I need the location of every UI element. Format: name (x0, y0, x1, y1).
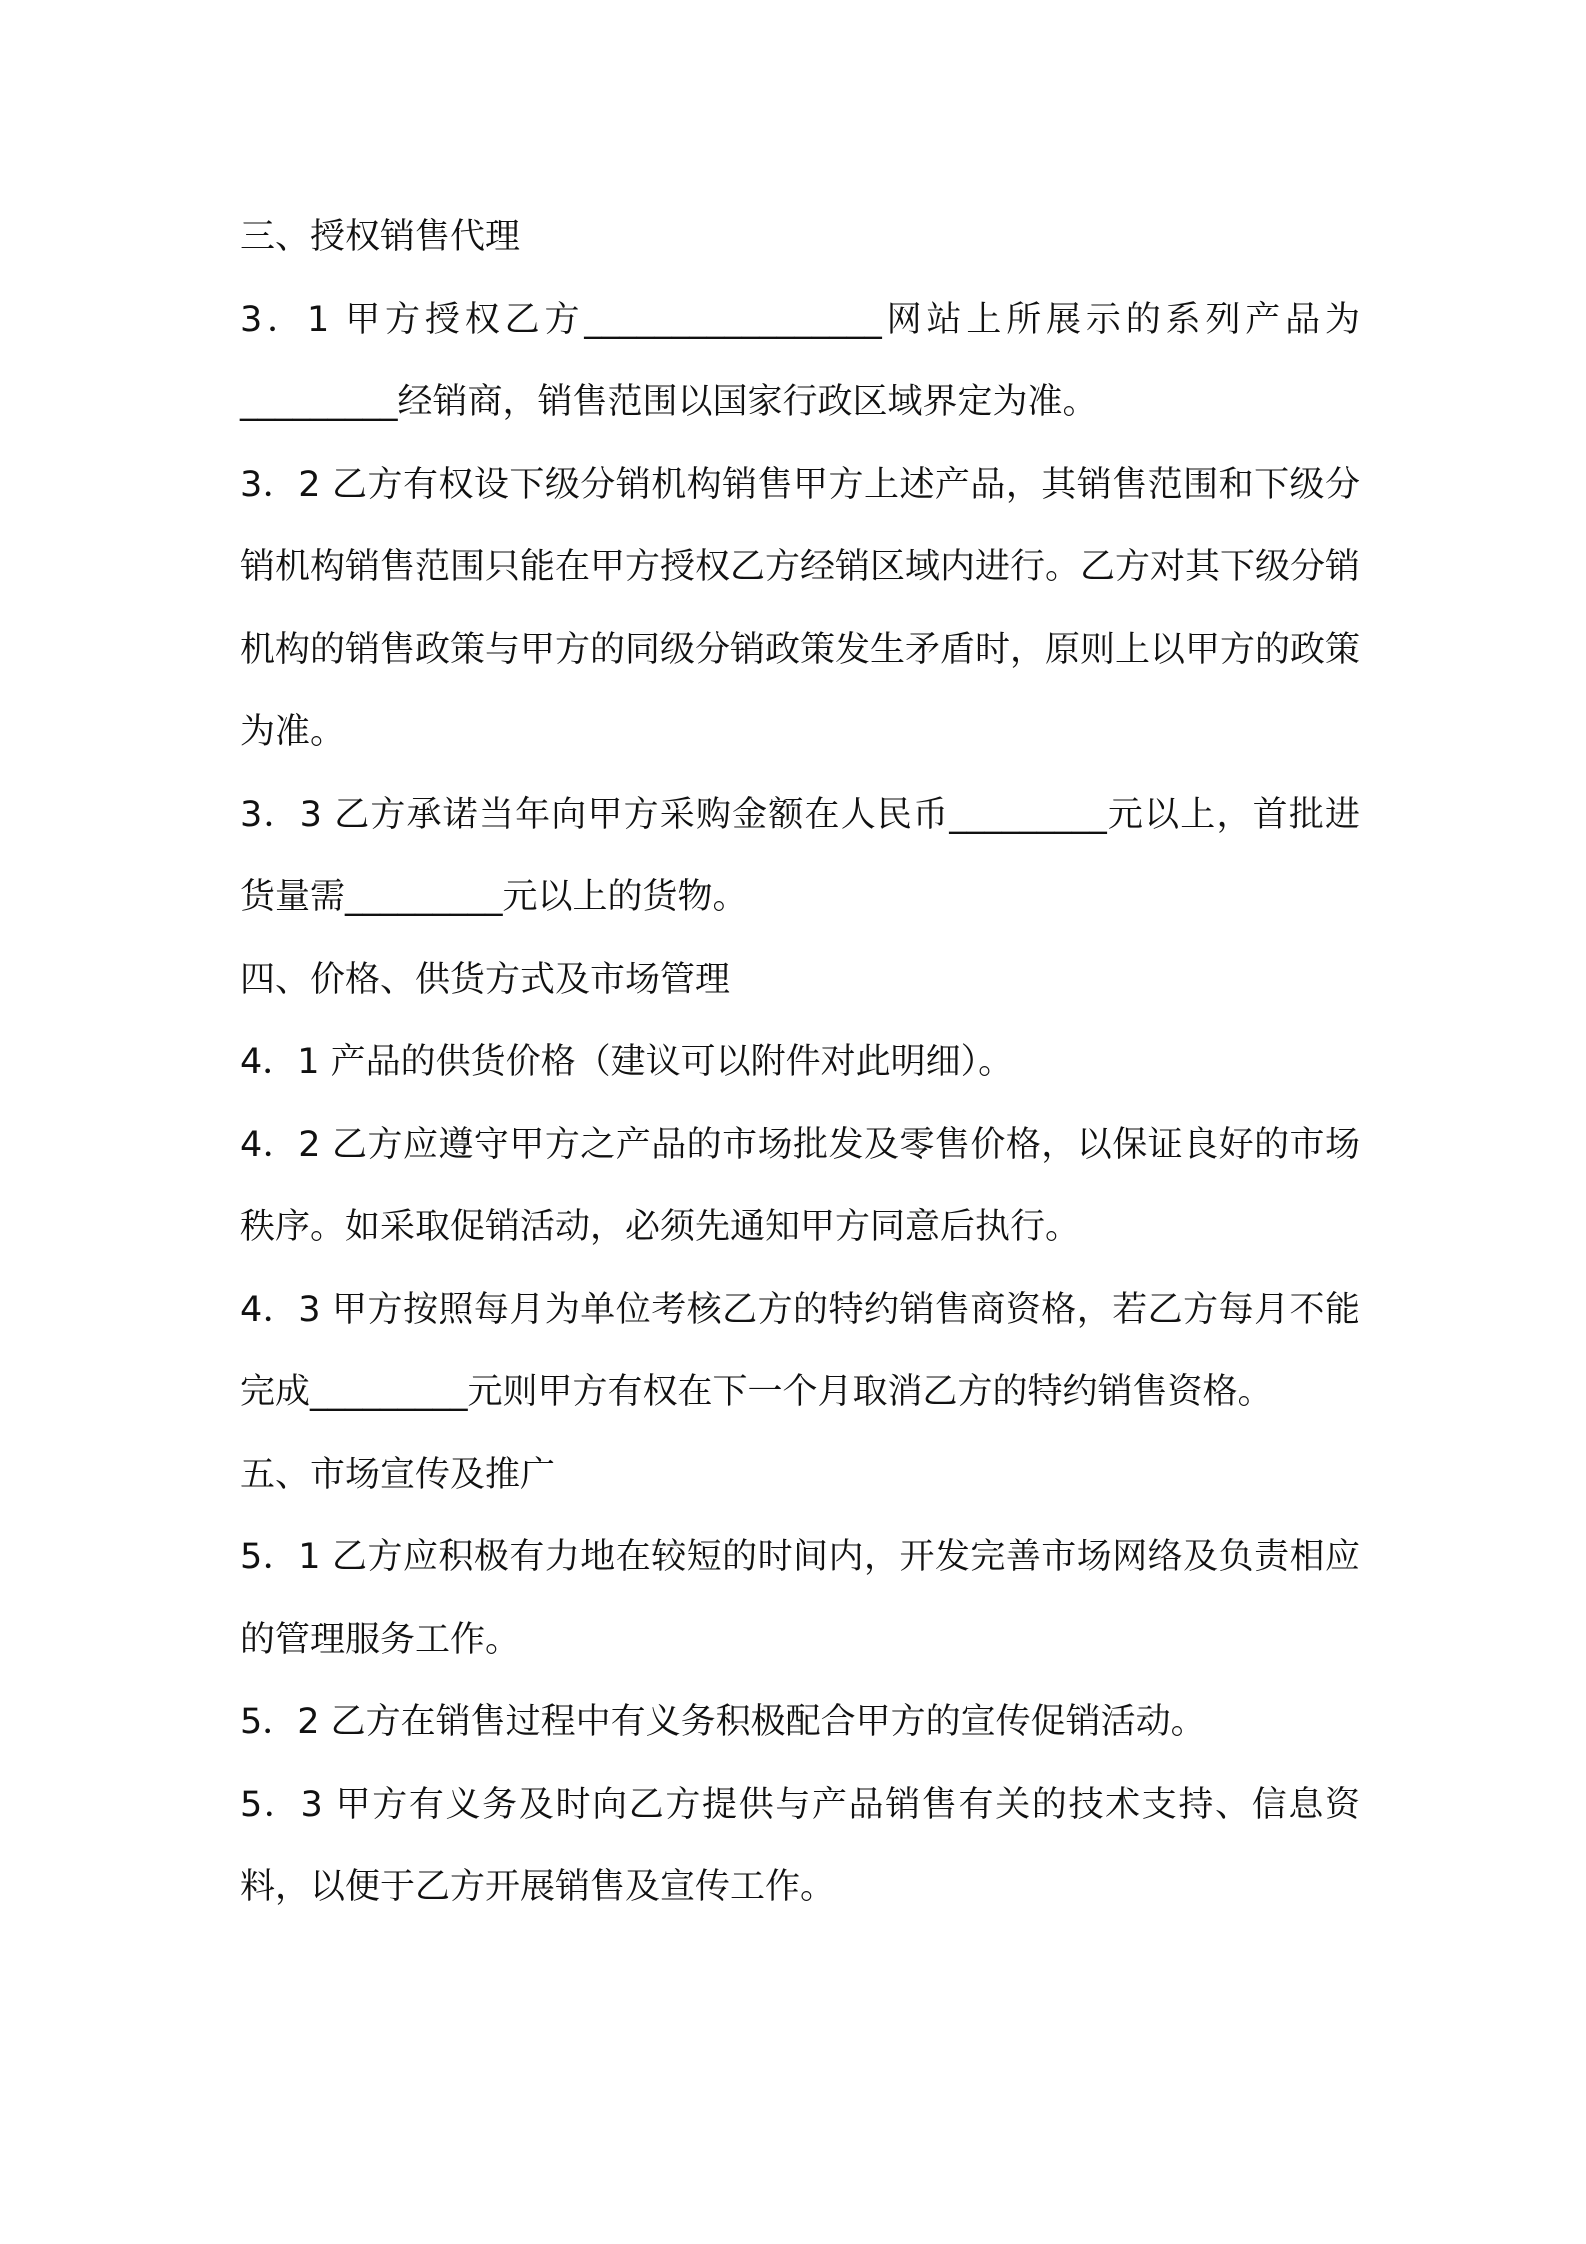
clause-4-3: 4．3 甲方按照每月为单位考核乙方的特约销售商资格，若乙方每月不能完成_________元则甲方有权在下一个月取消乙方的特约销售资格。 (240, 1289, 1360, 1412)
clause-5-2: 5．2 乙方在销售过程中有义务积极配合甲方的宣传促销活动。 (240, 1702, 1206, 1742)
clause-4-1: 4．1 产品的供货价格（建议可以附件对此明细）。 (240, 1042, 1014, 1082)
clause-4-2: 4．2 乙方应遵守甲方之产品的市场批发及零售价格，以保证良好的市场秩序。如采取促销活动，必须先通知甲方同意后执行。 (240, 1124, 1360, 1247)
clause-5-1: 5．1 乙方应积极有力地在较短的时间内，开发完善市场网络及负责相应的管理服务工作。 (240, 1537, 1360, 1660)
section-heading-4: 四、价格、供货方式及市场管理 (240, 959, 731, 1000)
section-heading-5: 五、市场宣传及推广 (240, 1454, 556, 1495)
clause-3-2: 3．2 乙方有权设下级分销机构销售甲方上述产品，其销售范围和下级分销机构销售范围只能在甲方授权乙方经销区域内进行。乙方对其下级分销机构的销售政策与甲方的同级分销政策发生矛盾时，原则上以甲方的政策为准。 (240, 464, 1361, 752)
document-body (240, 196, 1360, 1929)
clause-3-3: 3．3 乙方承诺当年向甲方采购金额在人民币_________元以上，首批进货量需_________元以上的货物。 (240, 794, 1360, 917)
clause-3-1: 3．1 甲方授权乙方_________________网站上所展示的系列产品为_________经销商，销售范围以国家行政区域界定为准。 (240, 299, 1360, 422)
clause-5-3: 5．3 甲方有义务及时向乙方提供与产品销售有关的技术支持、信息资料，以便于乙方开展销售及宣传工作。 (240, 1784, 1360, 1907)
section-heading-3: 三、授权销售代理 (240, 217, 521, 257)
